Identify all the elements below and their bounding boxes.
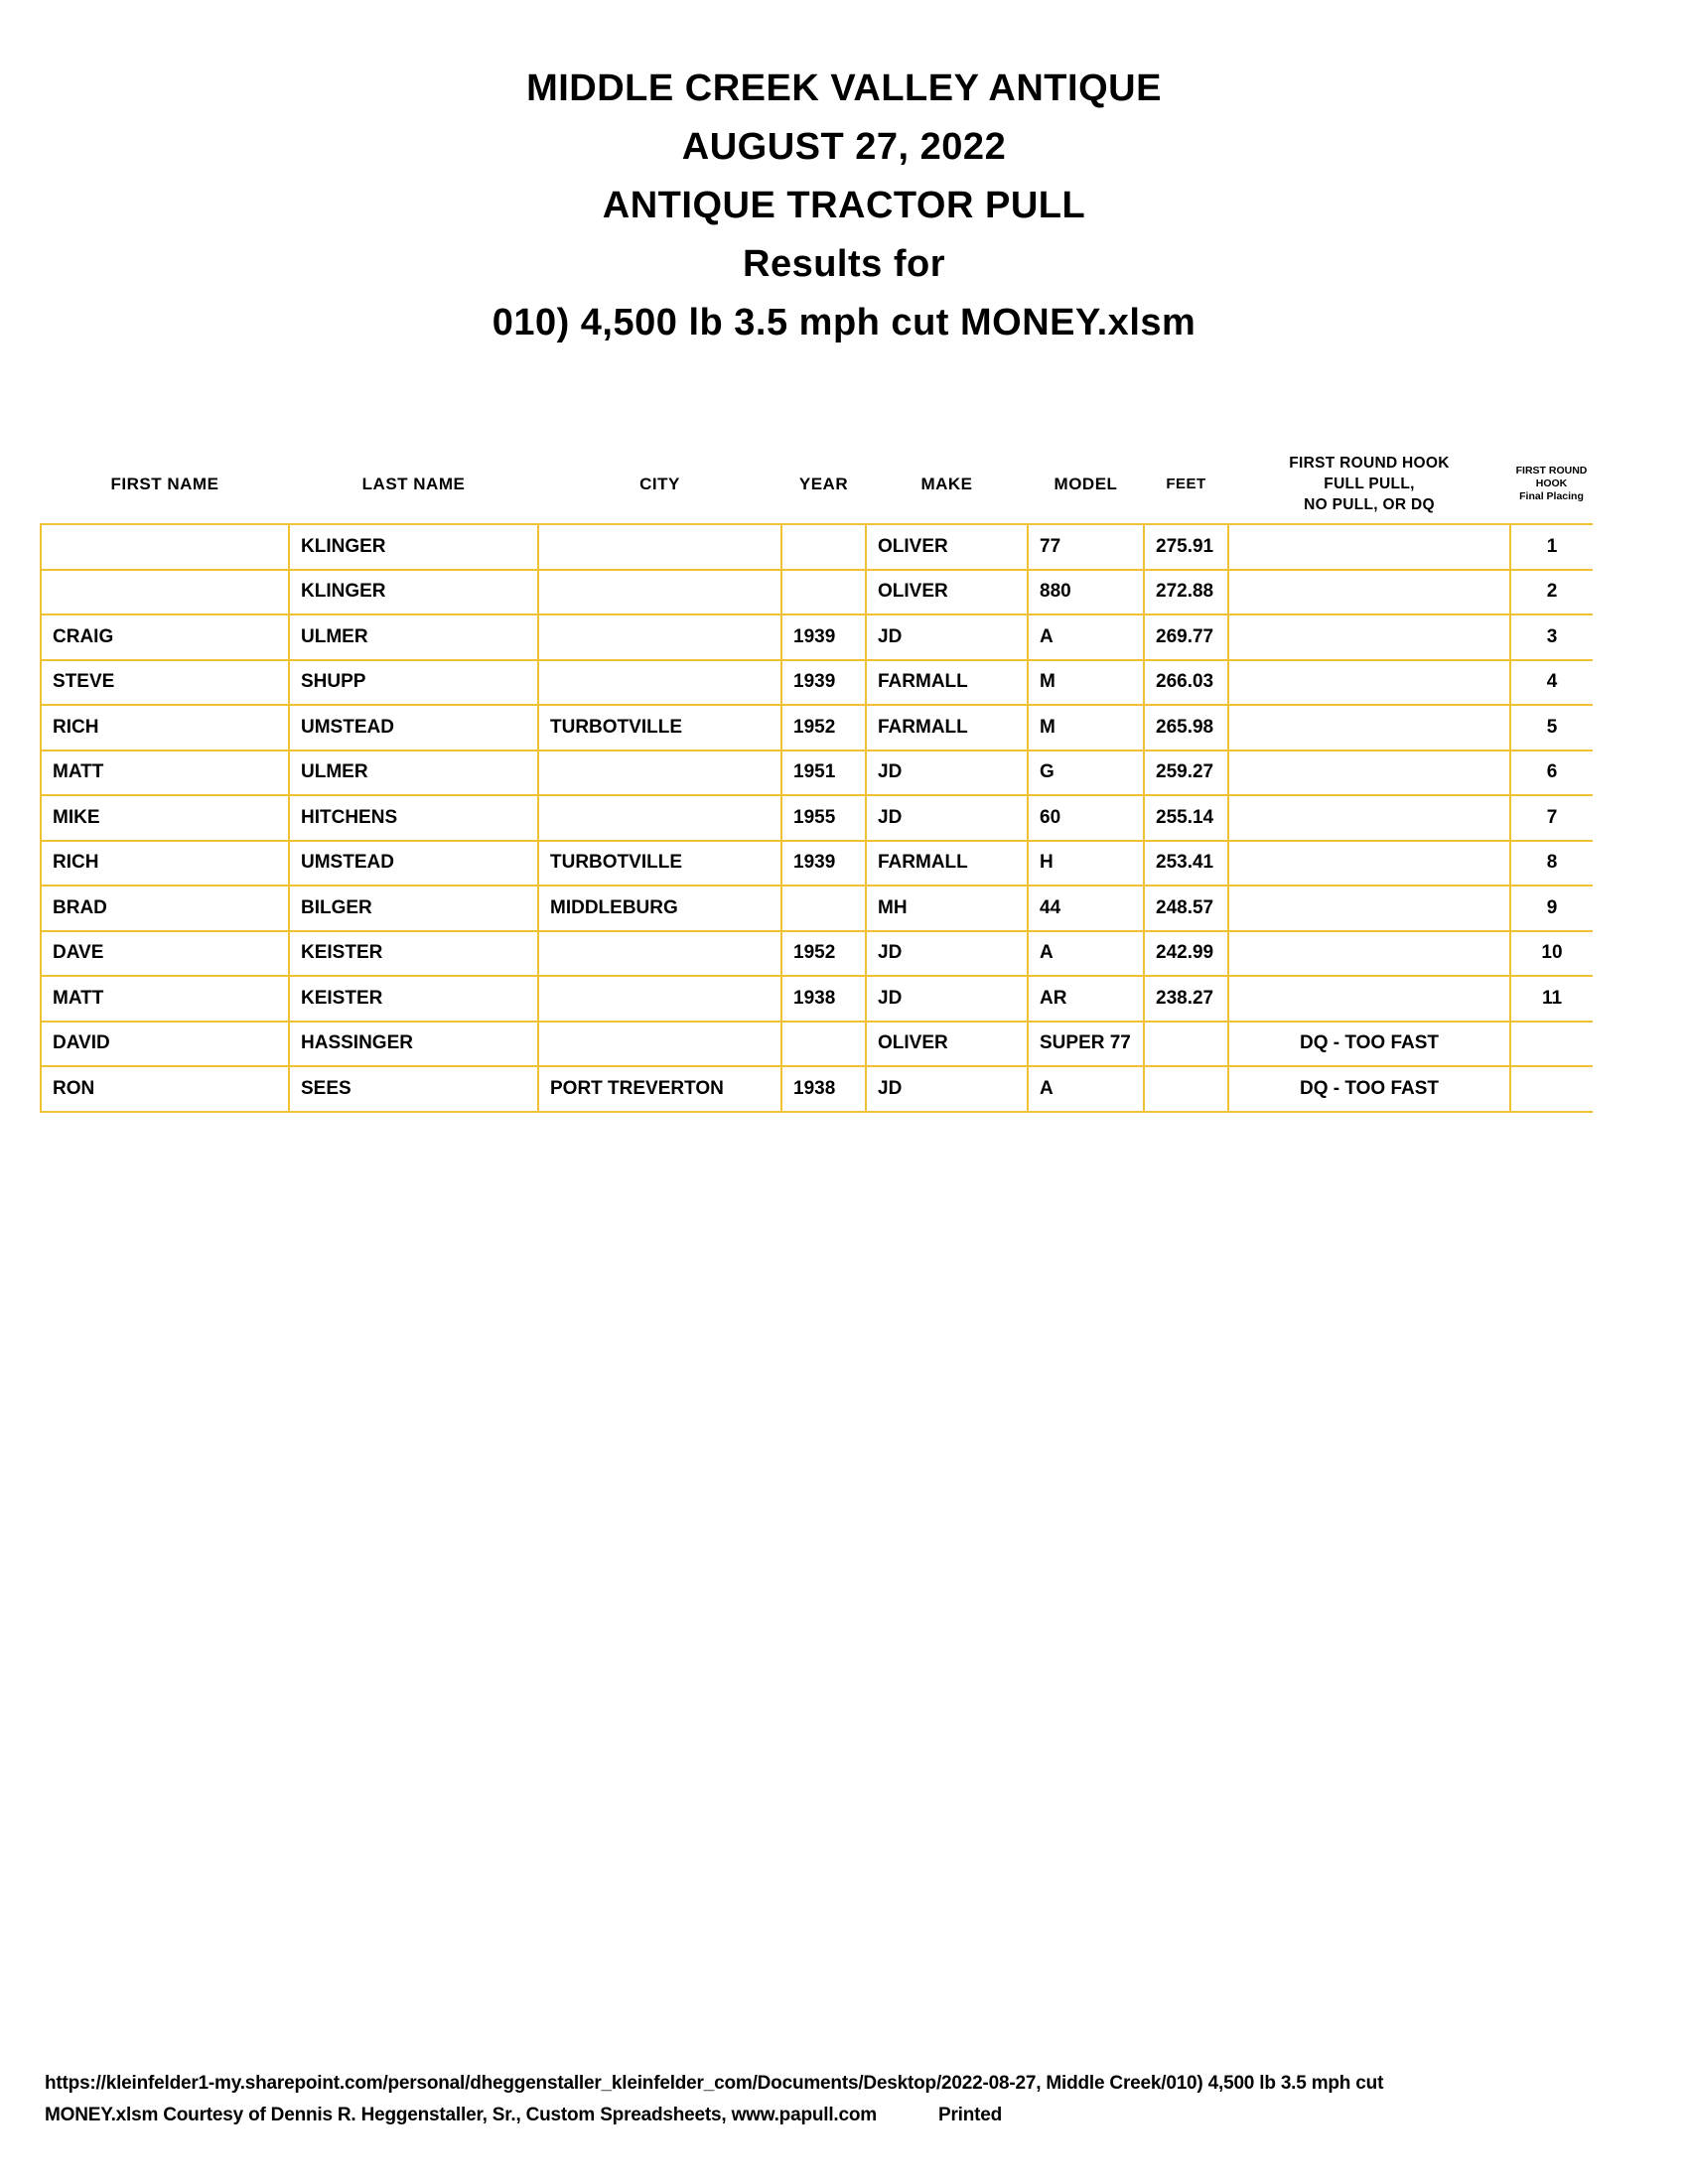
cell-year: 1939 — [781, 614, 866, 660]
cell-final-placing: 10 — [1510, 931, 1593, 977]
cell-make: FARMALL — [866, 841, 1028, 887]
cell-city — [538, 976, 781, 1022]
cell-final-placing: 2 — [1510, 570, 1593, 615]
cell-last-name: SHUPP — [289, 660, 538, 706]
cell-year — [781, 570, 866, 615]
cell-year: 1939 — [781, 660, 866, 706]
cell-hook-result: DQ - TOO FAST — [1228, 1066, 1510, 1112]
footer-credits-line — [45, 2100, 1383, 2131]
footer-courtesy-text: MONEY.xlsm Courtesy of Dennis R. Heggenstaller, Sr., Custom Spreadsheets, www.papull.com — [45, 2104, 877, 2125]
cell-city — [538, 614, 781, 660]
cell-model: A — [1028, 614, 1144, 660]
cell-feet: 265.98 — [1144, 705, 1228, 751]
cell-year: 1938 — [781, 976, 866, 1022]
title-class-file: 010) 4,500 lb 3.5 mph cut MONEY.xlsm — [492, 302, 1196, 343]
cell-model: A — [1028, 931, 1144, 977]
footer-file-path: https://kleinfelder1-my.sharepoint.com/personal/dheggenstaller_kleinfelder_com/Documents/Desktop/2022-08-27, Middle Creek/010) 4,500 lb 3.5 mph cut — [45, 2073, 1384, 2094]
column-header-first-round-hook — [1228, 445, 1510, 524]
cell-hook-result — [1228, 886, 1510, 931]
cell-make: OLIVER — [866, 570, 1028, 615]
cell-hook-result — [1228, 976, 1510, 1022]
placing-header-line-3: Final Placing — [1519, 490, 1584, 502]
cell-final-placing: 9 — [1510, 886, 1593, 931]
cell-first-name: DAVID — [41, 1022, 289, 1067]
cell-year: 1952 — [781, 705, 866, 751]
cell-city — [538, 524, 781, 570]
cell-year: 1939 — [781, 841, 866, 887]
cell-city — [538, 751, 781, 796]
cell-first-name — [41, 524, 289, 570]
cell-last-name: KEISTER — [289, 976, 538, 1022]
cell-city — [538, 795, 781, 841]
document-footer — [45, 2068, 1383, 2130]
column-header-last-name: LAST NAME — [361, 474, 466, 493]
cell-city: PORT TREVERTON — [538, 1066, 781, 1112]
cell-year: 1952 — [781, 931, 866, 977]
cell-make: JD — [866, 751, 1028, 796]
cell-feet: 238.27 — [1144, 976, 1228, 1022]
title-event-date: AUGUST 27, 2022 — [681, 126, 1007, 168]
cell-make: JD — [866, 614, 1028, 660]
cell-feet: 248.57 — [1144, 886, 1228, 931]
cell-last-name: ULMER — [289, 614, 538, 660]
cell-year: 1938 — [781, 1066, 866, 1112]
cell-hook-result — [1228, 570, 1510, 615]
cell-first-name: RON — [41, 1066, 289, 1112]
cell-year: 1955 — [781, 795, 866, 841]
cell-final-placing — [1510, 1022, 1593, 1067]
cell-year — [781, 1022, 866, 1067]
cell-make: JD — [866, 1066, 1028, 1112]
cell-year: 1951 — [781, 751, 866, 796]
cell-city: TURBOTVILLE — [538, 841, 781, 887]
results-table-body — [41, 524, 1593, 1112]
table-row — [41, 705, 1593, 751]
table-row — [41, 751, 1593, 796]
cell-first-name: CRAIG — [41, 614, 289, 660]
cell-final-placing: 3 — [1510, 614, 1593, 660]
cell-city: TURBOTVILLE — [538, 705, 781, 751]
cell-year — [781, 524, 866, 570]
cell-make: JD — [866, 976, 1028, 1022]
cell-make: OLIVER — [866, 524, 1028, 570]
cell-feet: 253.41 — [1144, 841, 1228, 887]
cell-last-name: HITCHENS — [289, 795, 538, 841]
cell-final-placing: 11 — [1510, 976, 1593, 1022]
table-row — [41, 976, 1593, 1022]
cell-final-placing: 8 — [1510, 841, 1593, 887]
cell-last-name: KLINGER — [289, 524, 538, 570]
document-title-block — [0, 60, 1688, 352]
cell-make: FARMALL — [866, 660, 1028, 706]
cell-city — [538, 1022, 781, 1067]
title-event-name: MIDDLE CREEK VALLEY ANTIQUE — [526, 68, 1162, 109]
cell-model: G — [1028, 751, 1144, 796]
cell-first-name: MATT — [41, 976, 289, 1022]
cell-model: A — [1028, 1066, 1144, 1112]
cell-model: M — [1028, 660, 1144, 706]
cell-city — [538, 660, 781, 706]
cell-hook-result — [1228, 614, 1510, 660]
cell-first-name: BRAD — [41, 886, 289, 931]
cell-feet: 272.88 — [1144, 570, 1228, 615]
title-results-for: Results for — [743, 243, 945, 285]
column-header-feet: FEET — [1166, 476, 1206, 492]
cell-feet: 255.14 — [1144, 795, 1228, 841]
cell-hook-result — [1228, 931, 1510, 977]
cell-last-name: ULMER — [289, 751, 538, 796]
placing-header-line-2: HOOK — [1535, 478, 1568, 489]
column-header-make: MAKE — [920, 474, 973, 493]
cell-hook-result — [1228, 660, 1510, 706]
cell-final-placing — [1510, 1066, 1593, 1112]
column-header-city: CITY — [639, 474, 680, 493]
results-table — [40, 445, 1593, 1113]
column-header-final-placing — [1510, 445, 1593, 524]
cell-final-placing: 7 — [1510, 795, 1593, 841]
table-row — [41, 841, 1593, 887]
cell-make: MH — [866, 886, 1028, 931]
cell-last-name: KLINGER — [289, 570, 538, 615]
cell-first-name: RICH — [41, 705, 289, 751]
hook-header-line-3: NO PULL, OR DQ — [1304, 496, 1435, 513]
footer-printed-label: Printed — [937, 2104, 1003, 2125]
cell-first-name: MIKE — [41, 795, 289, 841]
cell-final-placing: 1 — [1510, 524, 1593, 570]
cell-city — [538, 570, 781, 615]
cell-city — [538, 931, 781, 977]
cell-last-name: SEES — [289, 1066, 538, 1112]
cell-hook-result — [1228, 841, 1510, 887]
cell-hook-result — [1228, 795, 1510, 841]
table-row — [41, 886, 1593, 931]
table-row — [41, 1066, 1593, 1112]
column-header-model: MODEL — [1054, 474, 1118, 493]
column-header-first-name: FIRST NAME — [110, 474, 219, 493]
cell-hook-result: DQ - TOO FAST — [1228, 1022, 1510, 1067]
cell-feet: 266.03 — [1144, 660, 1228, 706]
cell-final-placing: 4 — [1510, 660, 1593, 706]
cell-make: OLIVER — [866, 1022, 1028, 1067]
hook-header-line-1: FIRST ROUND HOOK — [1289, 455, 1450, 472]
title-event-type: ANTIQUE TRACTOR PULL — [602, 185, 1086, 226]
cell-model: 60 — [1028, 795, 1144, 841]
cell-first-name: MATT — [41, 751, 289, 796]
cell-model: M — [1028, 705, 1144, 751]
cell-last-name: HASSINGER — [289, 1022, 538, 1067]
cell-feet: 259.27 — [1144, 751, 1228, 796]
cell-feet — [1144, 1066, 1228, 1112]
cell-hook-result — [1228, 751, 1510, 796]
table-row — [41, 795, 1593, 841]
table-row — [41, 660, 1593, 706]
cell-hook-result — [1228, 524, 1510, 570]
cell-city: MIDDLEBURG — [538, 886, 781, 931]
cell-last-name: UMSTEAD — [289, 841, 538, 887]
cell-last-name: UMSTEAD — [289, 705, 538, 751]
table-row — [41, 524, 1593, 570]
cell-first-name: STEVE — [41, 660, 289, 706]
results-table-header — [41, 445, 1593, 524]
cell-feet — [1144, 1022, 1228, 1067]
table-row — [41, 570, 1593, 615]
cell-final-placing: 6 — [1510, 751, 1593, 796]
placing-header-line-1: FIRST ROUND — [1515, 465, 1588, 477]
cell-model: SUPER 77 — [1028, 1022, 1144, 1067]
cell-year — [781, 886, 866, 931]
table-row — [41, 614, 1593, 660]
cell-make: JD — [866, 795, 1028, 841]
column-header-year: YEAR — [798, 474, 849, 493]
cell-last-name: KEISTER — [289, 931, 538, 977]
cell-model: 77 — [1028, 524, 1144, 570]
cell-feet: 242.99 — [1144, 931, 1228, 977]
cell-make: JD — [866, 931, 1028, 977]
cell-model: H — [1028, 841, 1144, 887]
cell-first-name: DAVE — [41, 931, 289, 977]
table-row — [41, 931, 1593, 977]
cell-model: 44 — [1028, 886, 1144, 931]
hook-header-line-2: FULL PULL, — [1324, 476, 1415, 492]
cell-model: 880 — [1028, 570, 1144, 615]
cell-model: AR — [1028, 976, 1144, 1022]
cell-final-placing: 5 — [1510, 705, 1593, 751]
cell-feet: 275.91 — [1144, 524, 1228, 570]
cell-last-name: BILGER — [289, 886, 538, 931]
table-row — [41, 1022, 1593, 1067]
cell-first-name: RICH — [41, 841, 289, 887]
cell-first-name — [41, 570, 289, 615]
cell-feet: 269.77 — [1144, 614, 1228, 660]
cell-hook-result — [1228, 705, 1510, 751]
cell-make: FARMALL — [866, 705, 1028, 751]
